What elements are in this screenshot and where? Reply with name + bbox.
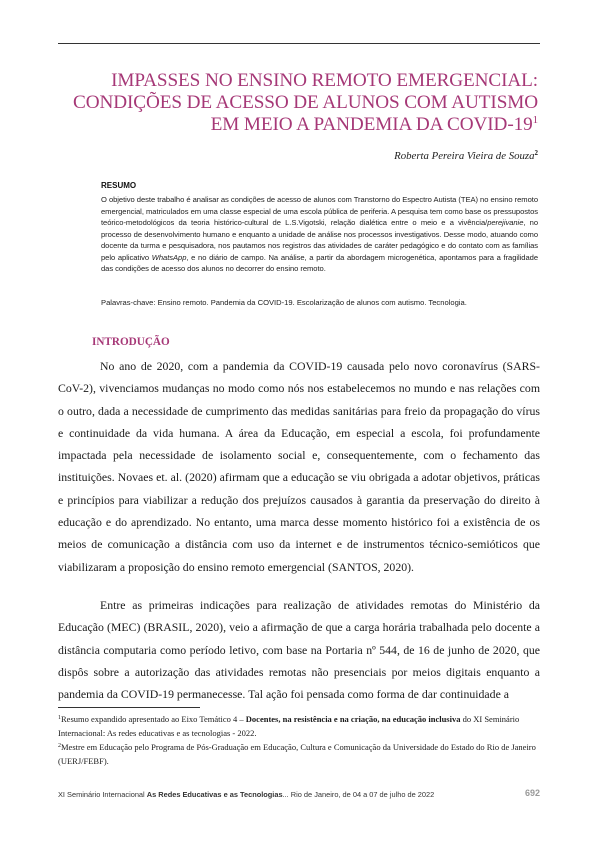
author-line xyxy=(300,150,538,162)
footnote-2 xyxy=(58,741,540,768)
footnote-rule xyxy=(58,707,200,708)
footer-bold: As Redes Educativas e as Tecnologias xyxy=(146,790,283,799)
abstract-part-2: , no processo de desenvolvimento humano e enquanto a unidade de análise nos processos investigativos. Desse modo, atuando como docente da turma e pesquisadora, nos pautamos nos registros das atividades de caráter pedagógico e do contato com as famílias pelo aplicativo xyxy=(101,218,539,262)
author-footnote-mark: 2 xyxy=(534,149,538,157)
footer-prefix: XI Seminário Internacional xyxy=(58,790,147,799)
keywords-label: Palavras-chave: xyxy=(101,298,156,307)
footnote-2-text: Mestre em Educação pelo Programa de Pós-Graduação em Educação, Cultura e Comunicação da Universidade do Estado do Rio de Janeiro (UERJ/FEBF). xyxy=(58,742,536,766)
keywords xyxy=(101,297,538,308)
author-name: Roberta Pereira Vieira de Souza xyxy=(394,150,535,162)
title-text: IMPASSES NO ENSINO REMOTO EMERGENCIAL: CONDIÇÕES DE ACESSO DE ALUNOS COM AUTISMO EM MEIO A PANDEMIA DA COVID-19 xyxy=(73,70,538,135)
footnote-1-bold: Docentes, na resistência e na criação, na educação inclusiva xyxy=(245,714,461,724)
abstract-label: RESUMO xyxy=(101,181,137,190)
abstract-part-1: O objetivo deste trabalho é analisar as condições de acesso de alunos com Transtorno do Espectro Autista (TEA) no ensino remoto emergencial, matriculados em uma classe especial de uma escola pública de periferia. A pesquisa tem como base os pressupostos teórico-metodológicos da teoria histórico-cultural de L.S.Vigotski, relação dialética entre o meio e a vivência/ xyxy=(101,195,538,227)
section-heading: INTRODUÇÃO xyxy=(92,336,170,348)
page-number: 692 xyxy=(524,788,540,798)
top-rule xyxy=(58,43,540,44)
footnote-1-mark: 1 xyxy=(58,715,61,721)
keywords-list: Ensino remoto. Pandemia da COVID-19. Escolarização de alunos com autismo. Tecnologia. xyxy=(155,298,467,307)
title-footnote-mark: 1 xyxy=(532,114,538,126)
body-paragraph-2: Entre as primeiras indicações para realização de atividades remotas do Ministério da Educação (MEC) (BRASIL, 2020), veio a afirmação de que a carga horária trabalhada pelo docente a distância computaria como período letivo, com base na Portaria nº 544, de 16 de junho de 2020, que dispôs sobre a autorização das atividades remotas não presenciais por meios digitais enquanto a pandemia da COVID-19 permanecesse. Tal ação foi pensada como forma de dar continuidade a xyxy=(58,598,540,702)
abstract-italic-term: perejivanie xyxy=(487,218,524,227)
footer-suffix: ... Rio de Janeiro, de 04 a 07 de julho de 2022 xyxy=(282,790,435,799)
body-paragraph-1: No ano de 2020, com a pandemia da COVID-19 causada pelo novo coronavírus (SARS-CoV-2), vivenciamos mudanças no modo como nós nos estabelecemos no mundo e nas relações com o outro, dada a necessidade de cumprimento das medidas sanitárias para freio da propagação do vírus e continuidade da vida humana. A área da Educação, em especial a escola, foi profundamente impactada pela necessidade de isolamento social e, consequentemente, com o fechamento das instituições. Novaes et. al. (2020) afirmam que a educação se viu obrigada a adotar objetivos, práticas e princípios para viabilizar a redução dos prejuízos causados à garantia da preservação do direito à educação e do aprendizado. No entanto, uma marca desse momento histórico foi a existência de os meios de comunicação a distância com uso da internet e de instrumentos técnico-semióticos que viabilizaram a proposição do ensino remoto emergencial (SANTOS, 2020). xyxy=(58,359,540,574)
abstract-italic-app: WhatsApp xyxy=(151,252,187,262)
page-footer xyxy=(58,790,540,799)
abstract-text xyxy=(101,194,538,275)
footnote-1-rest: do XI Seminário Internacional: As redes educativas e as tecnologias - 2022. xyxy=(58,714,520,738)
abstract-part-3: , e no diário de campo. Na análise, a partir da abordagem microgenética, apontamos para a fragilidade das condições de acesso dos alunos no decorrer do ensino remoto. xyxy=(101,252,538,273)
footnote-1-text: Resumo expandido apresentado ao Eixo Temático 4 – xyxy=(61,714,246,724)
paper-title xyxy=(60,70,538,136)
footnote-2-mark: 2 xyxy=(58,743,61,749)
footnote-1 xyxy=(58,713,540,740)
